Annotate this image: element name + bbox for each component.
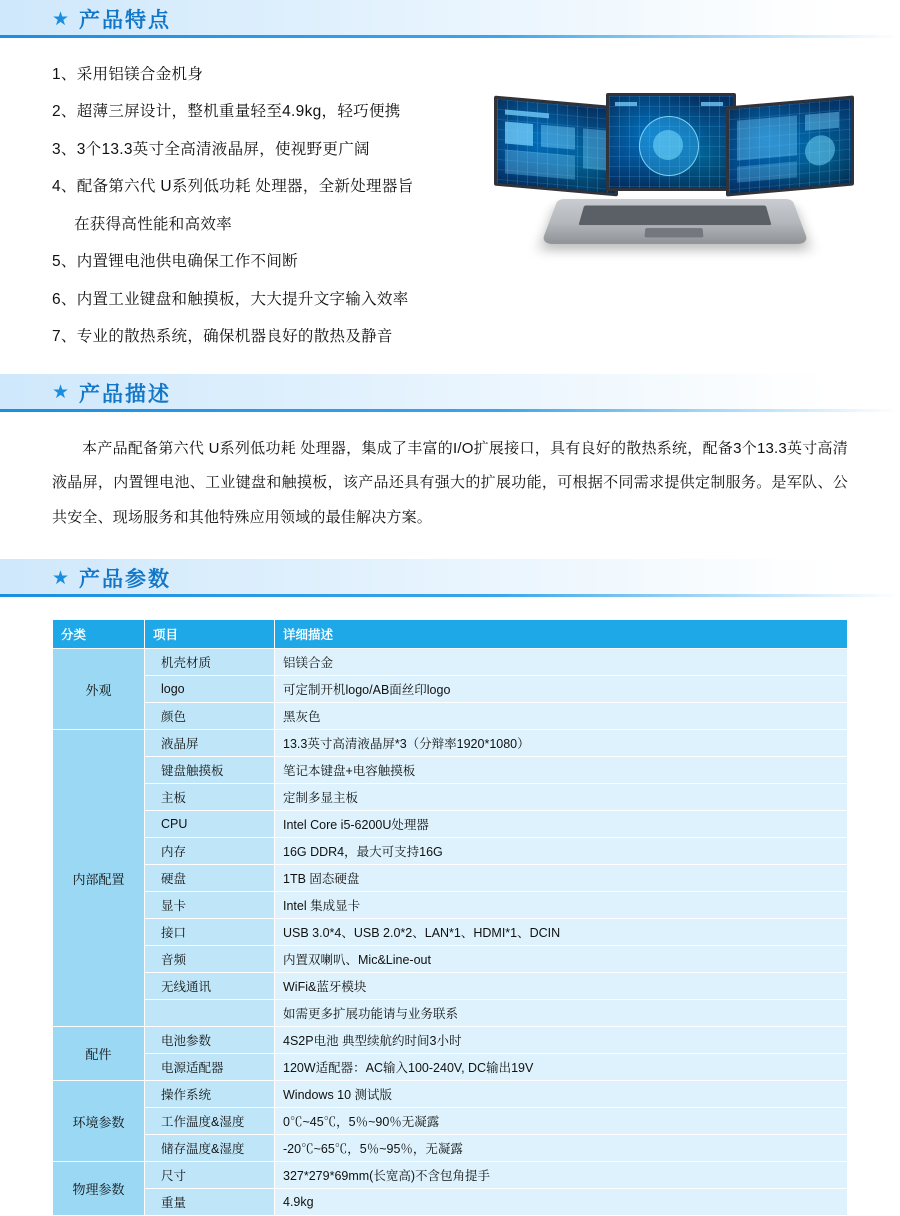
value-cell: 327*279*69mm(长宽高)不含包角提手: [275, 1162, 848, 1189]
value-cell: -20℃~65℃，5％~95％，无凝露: [275, 1135, 848, 1162]
left-display-panel: [494, 96, 618, 197]
description-paragraph: 本产品配备第六代 U系列低功耗 处理器，集成了丰富的I/O扩展接口，具有良好的散热系统，配备3个13.3英寸高清液晶屏，内置锂电池、工业键盘和触摸板，该产品还具有强大的扩展功能，可根据不同需求提供定制服务。是军队、公共安全、现场服务和其他特殊应用领域的最佳解决方案。: [52, 439, 848, 526]
table-row: [53, 919, 848, 946]
value-cell: Windows 10 测试版: [275, 1081, 848, 1108]
description-section: [0, 412, 900, 560]
table-row: [53, 1135, 848, 1162]
value-cell: Intel 集成显卡: [275, 892, 848, 919]
section-title-features: 产品特点: [79, 9, 172, 32]
item-cell: 显卡: [145, 892, 275, 919]
item-cell: 尺寸: [145, 1162, 275, 1189]
table-row: [53, 811, 848, 838]
section-header-description: [0, 374, 900, 412]
params-table: [52, 619, 848, 1216]
value-cell: 铝镁合金: [275, 649, 848, 676]
value-cell: 120W适配器：AC输入100-240V, DC输出19V: [275, 1054, 848, 1081]
column-header-detail: 详细描述: [275, 620, 848, 649]
table-header-row: [53, 620, 848, 649]
table-row: [53, 703, 848, 730]
feature-text: 3、3个13.3英寸全高清液晶屏，使视野更广阔: [52, 140, 370, 158]
table-row: [53, 892, 848, 919]
feature-text: 4、配备第六代 U系列低功耗 处理器，全新处理器旨: [52, 178, 414, 196]
table-row: [53, 676, 848, 703]
column-header-item: 项目: [145, 620, 275, 649]
table-row: [53, 1054, 848, 1081]
feature-text-continued: 在获得高性能和高效率: [74, 215, 233, 233]
item-cell: 储存温度&湿度: [145, 1135, 275, 1162]
item-cell: 内存: [145, 838, 275, 865]
star-icon: ★: [52, 8, 70, 30]
value-cell: 可定制开机logo/AB面丝印logo: [275, 676, 848, 703]
feature-text: 1、采用铝镁合金机身: [52, 66, 204, 83]
value-cell: 16G DDR4，最大可支持16G: [275, 838, 848, 865]
list-item: [52, 289, 572, 311]
item-cell: 机壳材质: [145, 649, 275, 676]
table-row: [53, 1027, 848, 1054]
params-table-section: [0, 597, 900, 1216]
value-cell: 4S2P电池 典型续航约时间3小时: [275, 1027, 848, 1054]
value-cell: 定制多显主板: [275, 784, 848, 811]
table-row: [53, 838, 848, 865]
item-cell: 接口: [145, 919, 275, 946]
value-cell: 13.3英寸高清液晶屏*3（分辩率1920*1080）: [275, 730, 848, 757]
table-row: [53, 1108, 848, 1135]
feature-text: 6、内置工业键盘和触摸板，大大提升文字输入效率: [52, 290, 409, 308]
feature-text: 2、超薄三屏设计，整机重量轻至4.9kg，轻巧便携: [52, 103, 401, 121]
category-cell: 环境参数: [53, 1081, 145, 1162]
feature-list: [0, 64, 572, 349]
right-display-panel: [726, 95, 854, 196]
item-cell: 主板: [145, 784, 275, 811]
item-cell: 颜色: [145, 703, 275, 730]
item-cell: 键盘触摸板: [145, 757, 275, 784]
value-cell: 笔记本键盘+电容触摸板: [275, 757, 848, 784]
header-underline: [0, 594, 900, 597]
keyboard: [579, 206, 772, 226]
table-row: [53, 865, 848, 892]
table-row: [53, 973, 848, 1000]
list-item: [52, 326, 572, 348]
column-header-category: 分类: [53, 620, 145, 649]
item-cell: 无线通讯: [145, 973, 275, 1000]
value-cell: 黑灰色: [275, 703, 848, 730]
category-cell: 配件: [53, 1027, 145, 1081]
item-cell: 操作系统: [145, 1081, 275, 1108]
value-cell: Intel Core i5-6200U处理器: [275, 811, 848, 838]
table-row: [53, 649, 848, 676]
star-icon: ★: [52, 567, 70, 589]
laptop-base: [541, 199, 809, 244]
table-row: [53, 784, 848, 811]
category-cell: 内部配置: [53, 730, 145, 1027]
item-cell: 电池参数: [145, 1027, 275, 1054]
category-cell: 外观: [53, 649, 145, 730]
value-cell: 0℃~45℃，5％~90％无凝露: [275, 1108, 848, 1135]
item-cell: 硬盘: [145, 865, 275, 892]
center-display-panel: [606, 93, 736, 191]
item-cell: CPU: [145, 811, 275, 838]
section-header-features: [0, 0, 900, 38]
header-underline: [0, 409, 900, 412]
table-row: [53, 1189, 848, 1216]
value-cell: 1TB 固态硬盘: [275, 865, 848, 892]
section-header-params: [0, 559, 900, 597]
item-cell: 工作温度&湿度: [145, 1108, 275, 1135]
feature-text: 7、专业的散热系统，确保机器良好的散热及静音: [52, 328, 393, 346]
value-cell: USB 3.0*4、USB 2.0*2、LAN*1、HDMI*1、DCIN: [275, 919, 848, 946]
item-cell: [145, 1000, 275, 1027]
table-row: [53, 757, 848, 784]
value-cell: 如需更多扩展功能请与业务联系: [275, 1000, 848, 1027]
list-item: [52, 64, 572, 86]
item-cell: 液晶屏: [145, 730, 275, 757]
value-cell: 4.9kg: [275, 1189, 848, 1216]
value-cell: WiFi&蓝牙模块: [275, 973, 848, 1000]
item-cell: 重量: [145, 1189, 275, 1216]
table-row: [53, 946, 848, 973]
features-section: [0, 38, 900, 374]
table-row: [53, 1000, 848, 1027]
section-title-description: 产品描述: [79, 382, 172, 406]
product-image-triple-screen-laptop: [494, 93, 874, 283]
star-icon: ★: [52, 382, 70, 404]
category-cell: 物理参数: [53, 1162, 145, 1216]
table-body: [53, 649, 848, 1216]
table-row: [53, 1162, 848, 1189]
item-cell: 音频: [145, 946, 275, 973]
feature-text: 5、内置锂电池供电确保工作不间断: [52, 253, 298, 271]
touchpad: [644, 228, 703, 237]
table-row: [53, 1081, 848, 1108]
section-title-params: 产品参数: [79, 568, 172, 592]
value-cell: 内置双喇叭、Mic&Line-out: [275, 946, 848, 973]
item-cell: 电源适配器: [145, 1054, 275, 1081]
item-cell: logo: [145, 676, 275, 703]
table-row: [53, 730, 848, 757]
